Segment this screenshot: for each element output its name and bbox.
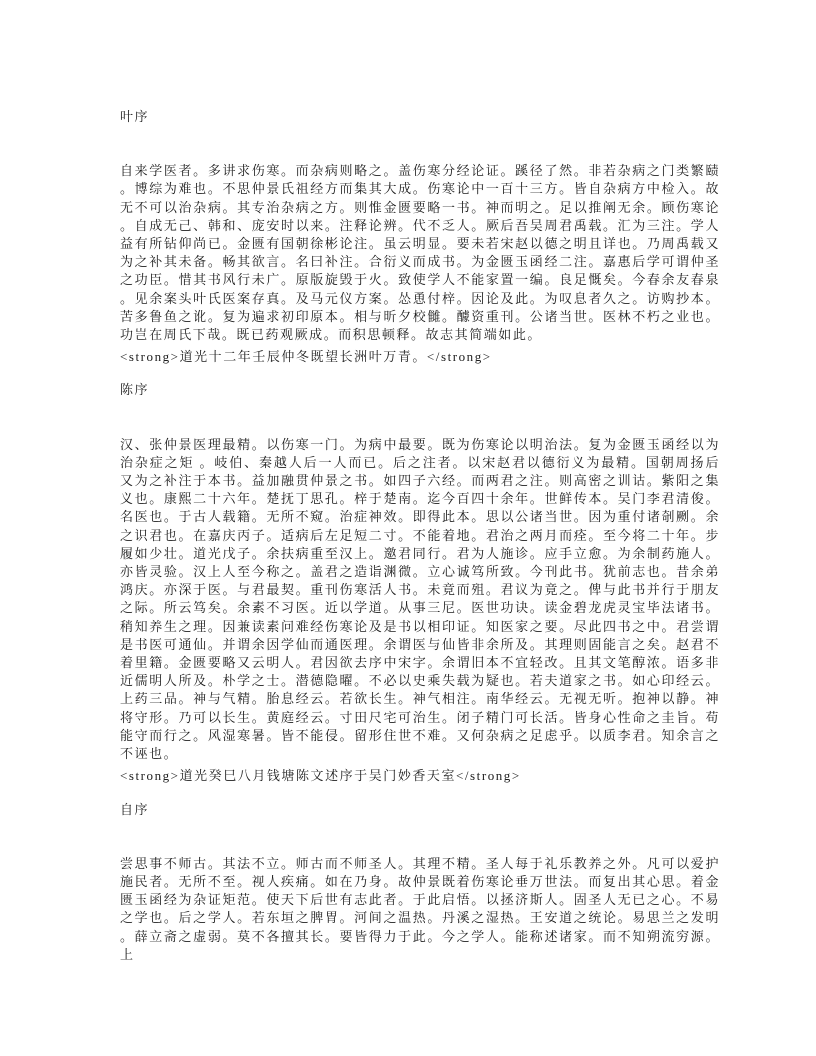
section-body-ye: 自来学医者。多讲求伤寒。而杂病则略之。盖伤寒分经论证。蹊径了然。非若杂病之门类繁赜。博综为难也。不思仲景氏祖经方而集其大成。伤寒论中一百十三方。皆自杂病方中检入。故无不可以治杂病。其专治杂病之方。则惟金匮要略一书。神而明之。足以推阐无余。顾伤寒论。自成无己、韩和、庞安时以来。注释论辨。代不乏人。厥后吾吴周君禹载。汇为三注。学人益有所钻仰尚已。金匮有国朝徐彬论注。虽云明显。要未若宋赵以德之明且详也。乃周禹载又为之补其未备。畅其欲言。名曰补注。合衍义而成书。为金匮玉函经二注。嘉惠后学可谓仲圣之功臣。惜其书风行未广。原版旋毁于火。致使学人不能家置一编。良足慨矣。今春余友春泉。见余案头叶氏医案存真。及马元仪方案。怂恿付梓。因论及此。为叹息者久之。访购抄本。苦多鲁鱼之讹。复为遍求初印原本。相与昕夕校雠。醵资重刊。公诸当世。医林不朽之业也。功岂在周氏下哉。既已药观厥成。而积思顿释。故志其简端如此。 <box>120 163 720 343</box>
section-title-self: 自序 <box>120 801 150 817</box>
section-title-ye: 叶序 <box>120 109 150 124</box>
section-signature-chen: <strong>道光癸巳八月钱塘陈文述序于吴门妙香天室</strong> <box>120 768 521 784</box>
section-body-self: 尝思事不师古。其法不立。师古而不师圣人。其理不精。圣人每于礼乐教养之外。凡可以爱护施民者。无所不至。视人疾痛。如在乃身。故仲景既着伤寒论垂万世法。而复出其心思。着金匮玉函经为杂证矩范。使天下后世有志此者。于此启悟。以拯济斯人。固圣人无已之心。不易之学也。后之学人。若东垣之脾胃。河间之温热。丹溪之湿热。王安道之统论。易思兰之发明。薛立斋之虚弱。莫不各擅其长。要皆得力于此。今之学人。能称述诸家。而不知朔流穷源。上 <box>120 855 720 962</box>
section-self-preface <box>120 801 720 964</box>
section-chen-preface <box>120 381 720 785</box>
section-title-chen: 陈序 <box>120 382 150 398</box>
section-signature-ye: <strong>道光十二年壬辰仲冬既望长洲叶万青。</strong> <box>120 349 492 365</box>
section-body-chen: 汉、张仲景医理最精。以伤寒一门。为病中最要。既为伤寒论以明治法。复为金匮玉函经以为治杂症之矩 。岐伯、秦越人后一人而已。后之注者。以宋赵君以德衍义为最精。国朝周扬后又为之补注于本书。益加融贯仲景之书。如四子六经。而两君之注。则高密之训诂。紫阳之集义也。康熙二十六年。楚抚丁思孔。梓于楚南。迄今百四十余年。世鲜传本。吴门李君清俊。名医也。于古人载籍。无所不窥。治症神效。即得此本。思以公诸当世。因为重付诸剞劂。余之识君也。在嘉庆丙子。适病后左足短二寸。不能着地。君治之两月而痊。至今将二十年。步履如少壮。道光戊子。余扶病重至汉上。邀君同行。君为人施诊。应手立愈。为余制药施人。亦皆灵验。汉上人至今称之。盖君之造诣渊微。立心诚笃所致。今刊此书。犹前志也。昔余弟鸿庆。亦深于医。与君最契。重刊伤寒活人书。未竟而殂。君议为竟之。俾与此书并行于朋友之际。所云笃矣。余素不习医。近以学道。从事三尼。医世功诀。读金碧龙虎灵宝毕法诸书。稍知养生之理。因兼读素问难经伤寒论及是书以相印证。知医家之要。尽此四书之中。君尝谓是书医可通仙。并谓余因学仙而通医理。余谓医与仙皆非余所及。其理则固能言之矣。赵君不着里籍。金匮要略又云明人。君因欲去序中宋字。余谓旧本不宜轻改。且其文笔醇浓。语多非近儒明人所及。朴学之士。潜德隐曜。不必以史乘失载为疑也。若夫道家之书。如心印经云。上药三品。神与气精。胎息经云。若欲长生。神气相注。南华经云。无视无听。抱神以静。神将守形。乃可以长生。黄庭经云。寸田尺宅可治生。闭子精门可长活。皆身心性命之圭旨。苟能守而行之。风湿寒暑。皆不能侵。留形住世不难。又何杂病之足虑乎。以质李君。知余言之不诬也。 <box>120 436 720 762</box>
section-ye-preface <box>120 108 720 366</box>
